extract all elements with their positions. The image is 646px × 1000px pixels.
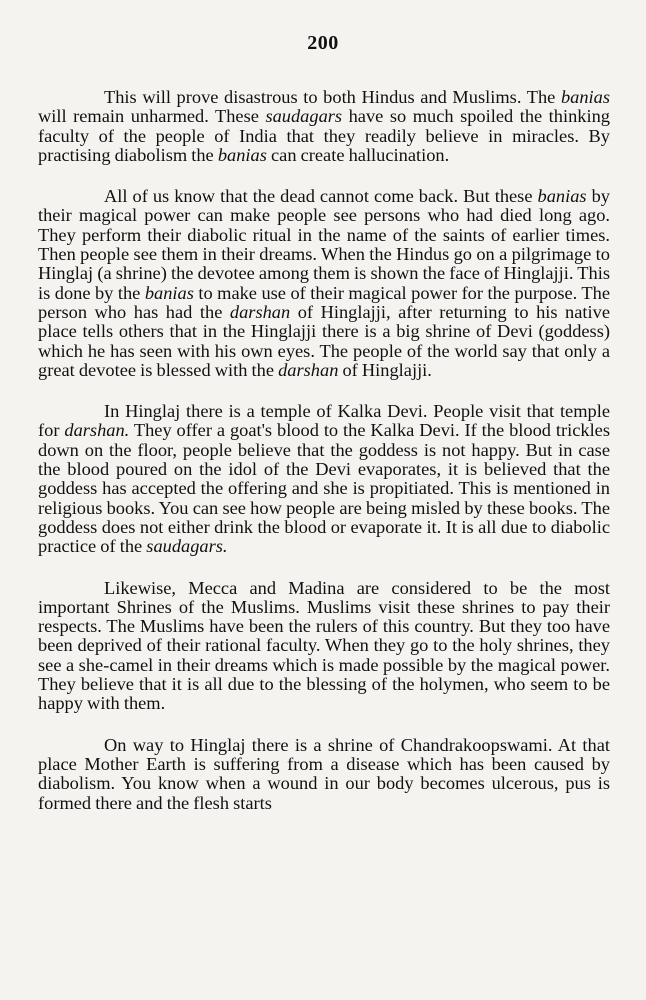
- text-segment: Likewise, Mecca and Madina are considered to be the most important Shrines of the Muslims. Muslims visit these shrines to pay their respects. The Muslims have been the rulers of this country. But they too have been deprived of their rational faculty. When they go to the holy shrines, they see a she-camel in their dreams which is made possible by the magical power. They believe that it is all due to the blessing of the holymen, who seem to be happy with them.: [38, 577, 610, 714]
- italic-term: saudagars: [265, 106, 343, 127]
- text-segment: This will prove disastrous to both Hindus and Muslims. The: [104, 87, 561, 107]
- italic-term: banias: [217, 144, 267, 165]
- paragraph-1: [38, 88, 610, 165]
- text-segment: All of us know that the dead cannot come back. But these: [104, 186, 538, 207]
- text-segment: will remain unharmed. These: [38, 106, 266, 127]
- paragraph-2: [38, 187, 610, 380]
- text-segment: On way to Hinglaj there is a shrine of Chandrakoopswami. At that place Mother Earth is suffering from a disease which has been caused by diabolism. You know when a wound in our body becomes ulcerous, pus is formed there and the flesh starts: [38, 734, 610, 813]
- text-segment: by their magical power can make people see persons who had died long ago. They perform their diabolic ritual in the name of the saints of earlier times. Then people see them in their dreams. When the Hindus go on a pilgrimage to Hinglaj (a shrine) the devotee among them is shown the face of Hinglajji. This is done by the: [38, 186, 610, 303]
- body-text: [38, 88, 610, 835]
- paragraph-4: [38, 579, 610, 714]
- italic-term: banias: [537, 186, 587, 207]
- italic-term: darshan: [229, 301, 291, 322]
- italic-term: saudagars.: [146, 536, 228, 557]
- text-segment: can create hallucination.: [266, 144, 450, 165]
- text-segment: of Hinglajji, after returning to his native place tells others that in the Hinglajji there is a big shrine of Devi (goddess) which he has seen with his own eyes. The people of the world say that only a great devotee is blessed with the: [38, 301, 610, 380]
- text-segment: In Hinglaj there is a temple of Kalka Devi. People visit that temple for: [38, 401, 610, 441]
- italic-term: banias: [560, 87, 610, 107]
- text-segment: to make use of their magical power for the purpose. The person who has had the: [38, 282, 611, 322]
- italic-term: darshan: [278, 359, 339, 380]
- text-segment: of Hinglajji.: [338, 359, 432, 380]
- paragraph-5: [38, 736, 610, 813]
- page-number: 200: [307, 32, 339, 54]
- italic-term: banias: [144, 282, 194, 303]
- text-segment: They offer a goat's blood to the Kalka Devi. If the blood trickles down on the floor, people believe that the goddess is not happy. But in case the blood poured on the idol of the Devi evaporates, it is believed that the goddess has accepted the offering and she is propitiated. This is mentioned in religious books. You can see how people are being misled by these books. The goddess does not either drink the blood or evaporate it. It is all due to diabolic practice of the: [38, 420, 611, 557]
- text-segment: have so much spoiled the thinking faculty of the people of India that they readily believe in miracles. By practising diabolism the: [38, 106, 610, 165]
- paragraph-3: [38, 402, 610, 556]
- italic-term: darshan.: [64, 420, 130, 441]
